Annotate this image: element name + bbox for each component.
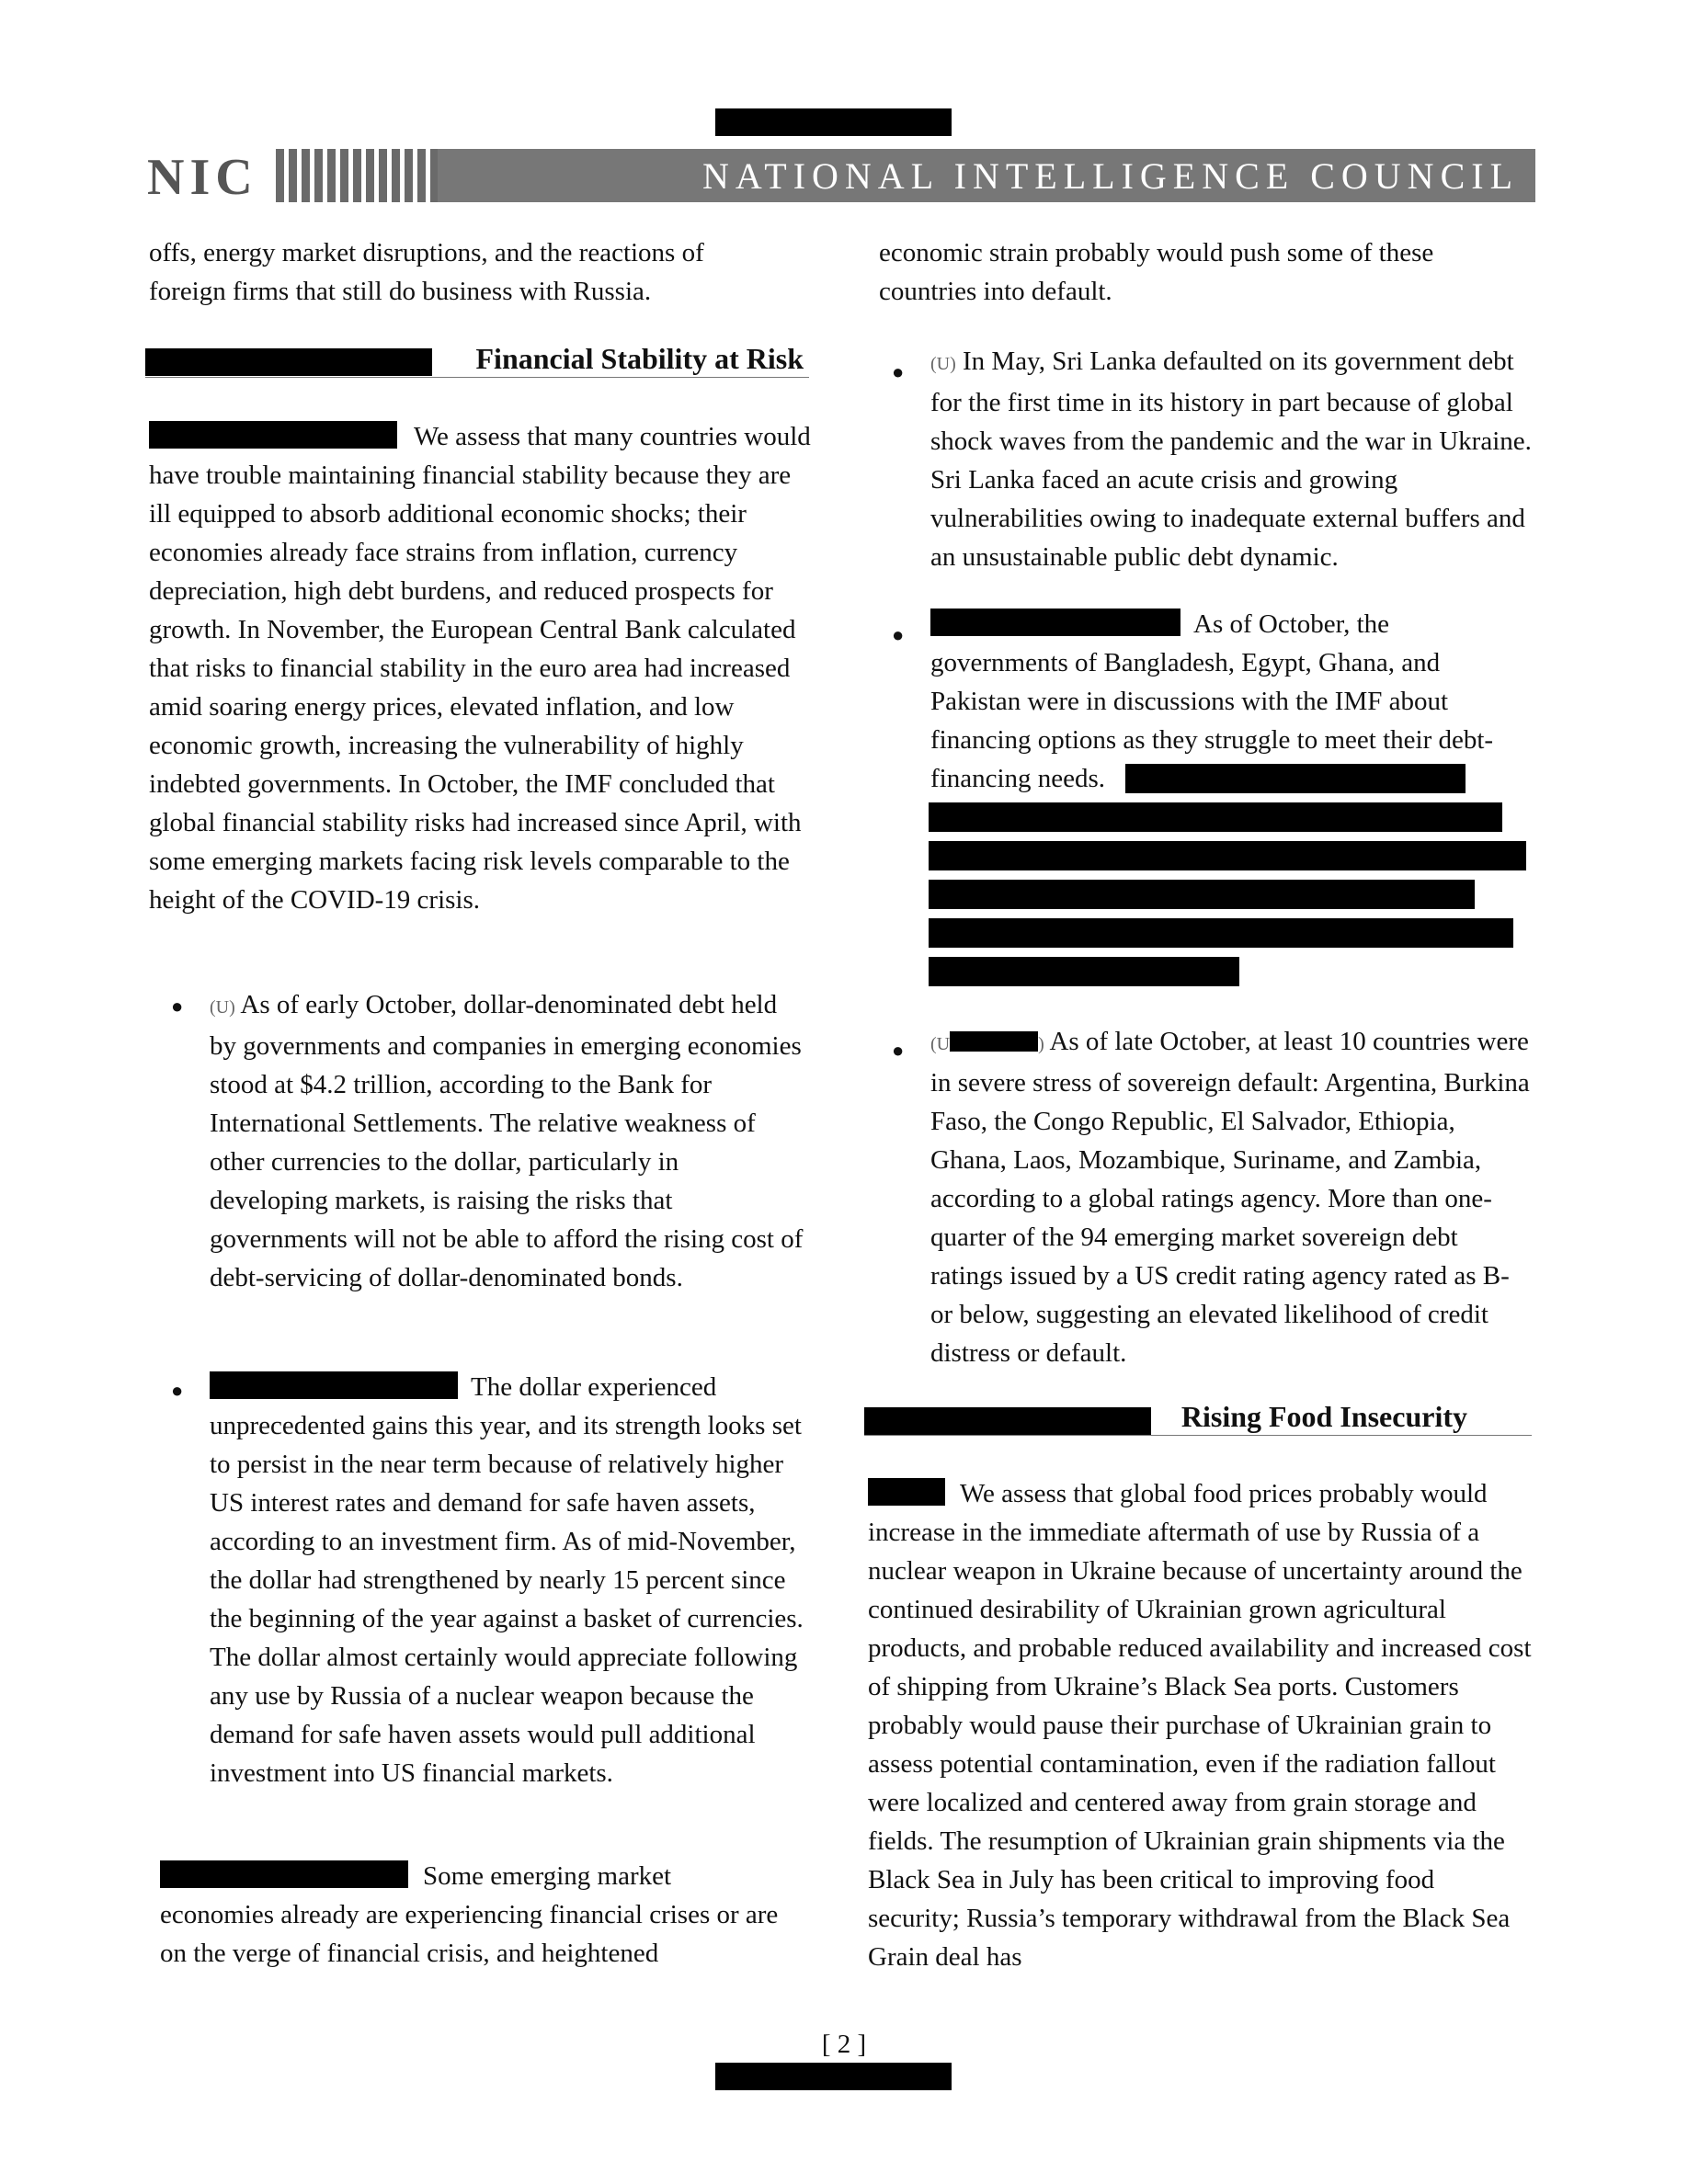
bullet-dot: ●	[171, 1379, 184, 1402]
bullet-dot: ●	[892, 623, 905, 646]
right-intro-paragraph: economic strain probably would push some of these countries into default.	[879, 238, 1434, 306]
inline-redaction	[950, 1031, 1038, 1052]
inline-redaction	[160, 1860, 408, 1888]
left-para1	[149, 417, 813, 919]
left-para1-text: We assess that many countries would have trouble maintaining financial stability because they are ill equipped to absorb additional economic shocks; their economies already face strains from inflation, currency depreciation, high debt burdens, and reduced prospects for growth. In November, the European Central Bank calculated that risks to financial stability in the euro area had increased amid soaring energy prices, elevated inflation, and low economic growth, increasing the vulnerability of highly indebted governments. In October, the IMF concluded that global financial stability risks had increased since April, with some emerging markets facing risk levels comparable to the height of the COVID-19 crisis.	[149, 422, 811, 915]
left-para2	[160, 1857, 785, 1973]
right-para1-text: We assess that global food prices probably would increase in the immediate aftermath of use by Russia of a nuclear weapon in Ukraine because of uncertainty around the continued desirability of Ukrainian grown agricultural products, and probable reduced availability and increased cost of shipping from Ukraine’s Black Sea ports. Customers probably would pause their purchase of Ukrainian grain to assess potential contamination, even if the radiation fallout were localized and centered away from grain storage and fields. The resumption of Ukrainian grain shipments via the Black Sea in July has been critical to improving food security; Russia’s temporary withdrawal from the Black Sea Grain deal has	[868, 1479, 1532, 1972]
inline-redaction	[868, 1478, 945, 1506]
nic-logo-text: NIC	[147, 149, 258, 206]
classification-marker: (U)	[930, 354, 956, 374]
page-number: [ 2 ]	[821, 2030, 867, 2059]
bullet-dot: ●	[892, 360, 905, 383]
redaction-bar	[929, 957, 1239, 986]
bottom-redaction	[715, 2063, 952, 2090]
inline-redaction	[210, 1371, 458, 1399]
redaction-bar	[1125, 764, 1466, 793]
bullet-dot: ●	[892, 1039, 905, 1062]
classification-marker: (U	[930, 1034, 951, 1054]
barcode-stripes	[276, 149, 438, 202]
right-para1	[868, 1474, 1532, 1976]
redaction-bar	[929, 918, 1513, 948]
right-bullet1-text: In May, Sri Lanka defaulted on its government debt for the first time in its history in part because of global shock waves from the pandemic and the war in Ukraine. Sri Lanka faced an acute crisis and growing vulnerabilities owing to inadequate external buffers and an unsustainable public debt dynamic.	[930, 347, 1532, 572]
inline-redaction	[149, 421, 397, 449]
header-band	[438, 149, 1535, 202]
left-bullet1-text: As of early October, dollar-denominated debt held by governments and companies in emerging economies stood at $4.2 trillion, according to the Bank for International Settlements. The relative weakness of other currencies to the dollar, particularly in developing markets, is raising the risks that governments will not be able to afford the rising cost of debt-servicing of dollar-denominated bonds.	[210, 990, 804, 1292]
redaction-bar	[929, 880, 1475, 909]
section-heading-food-insecurity: Rising Food Insecurity	[864, 1398, 1532, 1436]
inline-redaction	[930, 609, 1180, 636]
right-bullet2-text: As of October, the governments of Bangladesh, Egypt, Ghana, and Pakistan were in discussions with the IMF about financing options as they struggle to meet their debt-financing needs.	[930, 609, 1494, 793]
classification-marker: )	[1038, 1034, 1044, 1054]
header-title: NATIONAL INTELLIGENCE COUNCIL	[701, 155, 1519, 197]
top-redaction	[715, 108, 952, 136]
left-bullet2	[210, 1368, 807, 1792]
left-bullet1	[210, 985, 804, 1297]
bullet-dot: ●	[171, 995, 184, 1018]
redaction-bar	[929, 802, 1502, 832]
left-intro-paragraph: offs, energy market disruptions, and the reactions of foreign firms that still do business with Russia.	[149, 238, 704, 306]
classification-marker: (U)	[210, 997, 235, 1018]
section-heading-financial-stability: Financial Stability at Risk	[145, 340, 809, 378]
redaction-bar	[929, 841, 1526, 870]
right-bullet1	[930, 342, 1532, 576]
left-para2-text: Some emerging market economies already are experiencing financial crises or are on the verge of financial crisis, and heightened	[160, 1861, 779, 1968]
nic-header	[147, 149, 1535, 206]
left-bullet2-text: The dollar experienced unprecedented gains this year, and its strength looks set to persist in the near term because of relatively higher US interest rates and demand for safe haven assets, according to an investment firm. As of mid-November, the dollar had strengthened by nearly 15 percent since the beginning of the year against a basket of currencies. The dollar almost certainly would appreciate following any use by Russia of a nuclear weapon because the demand for safe haven assets would pull additional investment into US financial markets.	[210, 1372, 804, 1788]
right-bullet3-text: As of late October, at least 10 countries were in severe stress of sovereign default: Argentina, Burkina Faso, the Congo Republic, El Salvador, Ethiopia, Ghana, Laos, Mozambique, Suriname, and Zambia, according to a global ratings agency. More than one-quarter of the 94 emerging market sovereign debt ratings issued by a US credit rating agency rated as B- or below, suggesting an elevated likelihood of credit distress or default.	[930, 1027, 1530, 1368]
right-bullet3	[930, 1022, 1530, 1372]
